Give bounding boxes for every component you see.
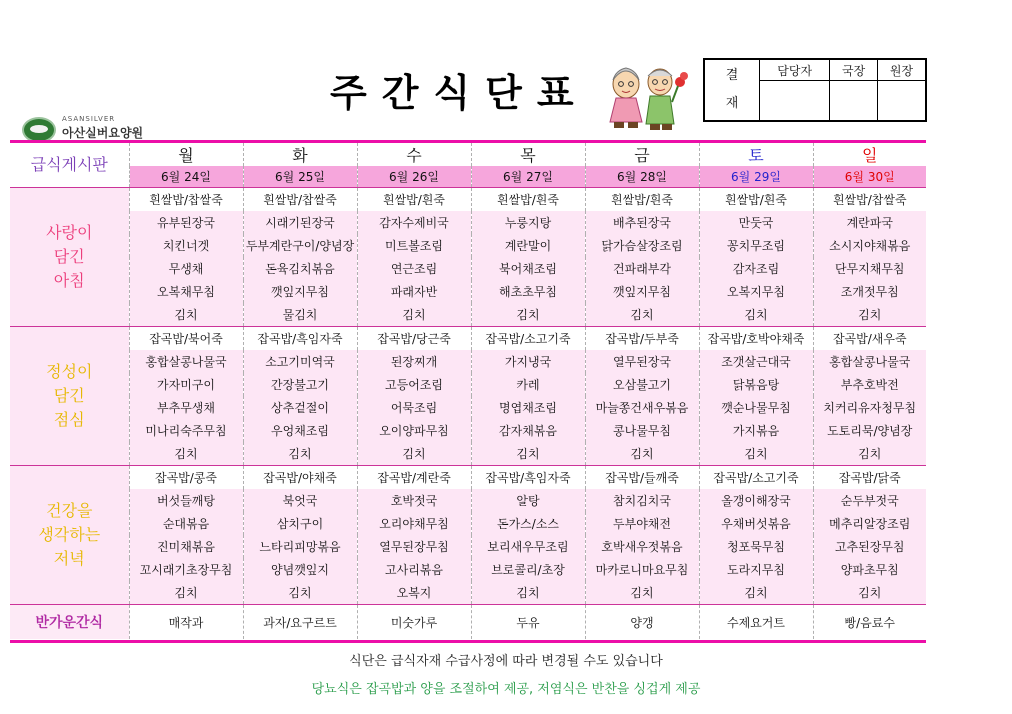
dinner-item: 김치 [585, 581, 699, 605]
dinner-label-line: 생각하는 [38, 525, 101, 544]
date-cell: 6월 25일 [243, 166, 357, 188]
dinner-item: 고추된장무침 [813, 535, 926, 558]
lunch-item: 홍합살콩나물국 [129, 350, 243, 373]
lunch-item: 명엽채조림 [471, 396, 585, 419]
dinner-item: 호박젓국 [357, 489, 471, 512]
lunch-item: 치커리유자청무침 [813, 396, 926, 419]
dinner-item: 버섯들깨탕 [129, 489, 243, 512]
board-label-text: 급식게시판 [30, 155, 108, 174]
lunch-item: 잡곡밥/흑임자죽 [243, 327, 357, 351]
breakfast-item: 깻잎지무침 [585, 280, 699, 303]
dinner-item: 호박새우젓볶음 [585, 535, 699, 558]
dinner-item: 오복지 [357, 581, 471, 605]
dinner-item: 올갱이해장국 [699, 489, 813, 512]
date-cell: 6월 30일 [813, 166, 926, 188]
lunch-item: 가지볶음 [699, 419, 813, 442]
breakfast-item: 파래자반 [357, 280, 471, 303]
lunch-item: 김치 [129, 442, 243, 466]
breakfast-label-line: 아침 [53, 271, 85, 290]
lunch-item: 닭볶음탕 [699, 373, 813, 396]
breakfast-item: 김치 [471, 303, 585, 327]
lunch-item: 잡곡밥/새우죽 [813, 327, 926, 351]
lunch-item: 잡곡밥/호박야채죽 [699, 327, 813, 351]
lunch-item: 김치 [471, 442, 585, 466]
date-cell: 6월 26일 [357, 166, 471, 188]
breakfast-item: 만둣국 [699, 211, 813, 234]
lunch-label [10, 327, 129, 466]
breakfast-item: 시래기된장국 [243, 211, 357, 234]
breakfast-item: 닭가슴살장조림 [585, 234, 699, 257]
lunch-item: 상추겉절이 [243, 396, 357, 419]
dinner-item: 잡곡밥/콩죽 [129, 466, 243, 490]
breakfast-item: 꽁치무조림 [699, 234, 813, 257]
breakfast-item: 두부계란구이/양념장 [243, 234, 357, 257]
dinner-item: 도라지무침 [699, 558, 813, 581]
snack-item: 매작과 [129, 605, 243, 640]
dinner-item: 순대볶음 [129, 512, 243, 535]
snack-label [10, 605, 129, 640]
date-cell: 6월 27일 [471, 166, 585, 188]
date-cell: 6월 24일 [129, 166, 243, 188]
snack-item: 두유 [471, 605, 585, 640]
lunch-item: 우엉채조림 [243, 419, 357, 442]
board-label [10, 143, 129, 188]
dinner-item: 김치 [243, 581, 357, 605]
grandparents-illustration [596, 62, 692, 132]
breakfast-item: 오복지무침 [699, 280, 813, 303]
snack-item: 양갱 [585, 605, 699, 640]
dinner-label-line: 건강을 [46, 501, 93, 520]
breakfast-item: 무생채 [129, 257, 243, 280]
breakfast-item: 김치 [585, 303, 699, 327]
dinner-item: 열무된장무침 [357, 535, 471, 558]
lunch-item: 홍합살콩나물국 [813, 350, 926, 373]
note-diet: 당뇨식은 잡곡밥과 양을 조절하여 제공, 저염식은 반찬을 싱겁게 제공 [311, 682, 701, 697]
breakfast-item: 감자조림 [699, 257, 813, 280]
breakfast-item: 김치 [357, 303, 471, 327]
lunch-item: 오삼불고기 [585, 373, 699, 396]
date-cell: 6월 29일 [699, 166, 813, 188]
approval-header-manager: 담당자 [760, 59, 830, 81]
breakfast-item: 흰쌀밥/흰죽 [699, 188, 813, 212]
lunch-item: 김치 [813, 442, 926, 466]
breakfast-item: 흰쌀밥/흰죽 [585, 188, 699, 212]
lunch-item: 가자미구이 [129, 373, 243, 396]
lunch-item: 잡곡밥/두부죽 [585, 327, 699, 351]
lunch-label-line: 점심 [53, 410, 85, 429]
breakfast-label-line: 담긴 [53, 247, 85, 266]
breakfast-item: 물김치 [243, 303, 357, 327]
lunch-item: 된장찌개 [357, 350, 471, 373]
breakfast-item: 해초초무침 [471, 280, 585, 303]
dinner-item: 잡곡밥/흑임자죽 [471, 466, 585, 490]
breakfast-item: 흰쌀밥/찹쌀죽 [129, 188, 243, 212]
dinner-item: 잡곡밥/소고기죽 [699, 466, 813, 490]
breakfast-item: 흰쌀밥/흰죽 [471, 188, 585, 212]
bottom-rule [10, 640, 926, 643]
breakfast-item: 조개젓무침 [813, 280, 926, 303]
breakfast-item: 치킨너겟 [129, 234, 243, 257]
lunch-item: 잡곡밥/당근죽 [357, 327, 471, 351]
breakfast-item: 오복채무침 [129, 280, 243, 303]
lunch-item: 마늘쫑건새우볶음 [585, 396, 699, 419]
day-header: 금 [585, 143, 699, 166]
dinner-item: 고사리볶음 [357, 558, 471, 581]
day-header: 수 [357, 143, 471, 166]
approval-sign-manager[interactable] [760, 81, 830, 122]
dinner-item: 북엇국 [243, 489, 357, 512]
lunch-item: 잡곡밥/북어죽 [129, 327, 243, 351]
page-title: 주간식단표 [330, 71, 589, 115]
lunch-label-line: 담긴 [53, 386, 85, 405]
dinner-item: 잡곡밥/계란죽 [357, 466, 471, 490]
lunch-item: 감자채볶음 [471, 419, 585, 442]
breakfast-item: 연근조림 [357, 257, 471, 280]
dinner-item: 김치 [699, 581, 813, 605]
lunch-item: 부추무생채 [129, 396, 243, 419]
dinner-label [10, 466, 129, 605]
date-cell: 6월 28일 [585, 166, 699, 188]
lunch-item: 간장불고기 [243, 373, 357, 396]
logo [22, 115, 162, 141]
dinner-label-line: 저녁 [53, 549, 85, 568]
breakfast-item: 계란파국 [813, 211, 926, 234]
breakfast-item: 김치 [129, 303, 243, 327]
dinner-item: 참치김치국 [585, 489, 699, 512]
breakfast-item: 깻잎지무침 [243, 280, 357, 303]
lunch-item: 김치 [585, 442, 699, 466]
dinner-item: 순두부젓국 [813, 489, 926, 512]
snack-item: 빵/음료수 [813, 605, 926, 640]
lunch-item: 가지냉국 [471, 350, 585, 373]
dinner-item: 진미채볶음 [129, 535, 243, 558]
breakfast-item: 배추된장국 [585, 211, 699, 234]
snack-item: 수제요거트 [699, 605, 813, 640]
dinner-item: 알탕 [471, 489, 585, 512]
approval-box [703, 58, 927, 122]
snack-label-text: 반가운간식 [35, 615, 104, 631]
breakfast-item: 단무지채무침 [813, 257, 926, 280]
dinner-item: 보리새우무조림 [471, 535, 585, 558]
snack-item: 미숫가루 [357, 605, 471, 640]
dinner-item: 양파초무침 [813, 558, 926, 581]
dinner-item: 김치 [813, 581, 926, 605]
breakfast-label [10, 188, 129, 327]
breakfast-label-line: 사랑이 [46, 223, 93, 242]
approval-header-head: 원장 [877, 59, 926, 81]
dinner-item: 두부야채전 [585, 512, 699, 535]
breakfast-item: 흰쌀밥/찹쌀죽 [243, 188, 357, 212]
approval-sign-director[interactable] [830, 81, 878, 122]
dinner-item: 꼬시래기초장무침 [129, 558, 243, 581]
breakfast-item: 건파래부각 [585, 257, 699, 280]
day-header: 화 [243, 143, 357, 166]
breakfast-item: 소시지야채볶음 [813, 234, 926, 257]
lunch-item: 미나리숙주무침 [129, 419, 243, 442]
dinner-item: 청포묵무침 [699, 535, 813, 558]
dinner-item: 오리야채무침 [357, 512, 471, 535]
dinner-item: 브로콜리/초장 [471, 558, 585, 581]
dinner-item: 느타리피망볶음 [243, 535, 357, 558]
logo-english: ASANSILVER [62, 115, 116, 123]
lunch-item: 김치 [357, 442, 471, 466]
lunch-item: 열무된장국 [585, 350, 699, 373]
dinner-item: 양념깻잎지 [243, 558, 357, 581]
breakfast-item: 감자수제비국 [357, 211, 471, 234]
breakfast-item: 미트볼조림 [357, 234, 471, 257]
lunch-label-line: 정성이 [46, 362, 93, 381]
lunch-item: 조갯살근대국 [699, 350, 813, 373]
approval-label: 결 재 [704, 59, 760, 121]
breakfast-item: 김치 [699, 303, 813, 327]
approval-sign-head[interactable] [877, 81, 926, 122]
lunch-item: 잡곡밥/소고기죽 [471, 327, 585, 351]
dinner-item: 삼치구이 [243, 512, 357, 535]
lunch-item: 어묵조림 [357, 396, 471, 419]
dinner-item: 잡곡밥/들깨죽 [585, 466, 699, 490]
dinner-item: 김치 [129, 581, 243, 605]
dinner-item: 잡곡밥/닭죽 [813, 466, 926, 490]
dinner-item: 잡곡밥/야채죽 [243, 466, 357, 490]
approval-header-director: 국장 [830, 59, 878, 81]
day-header: 일 [813, 143, 926, 166]
day-header: 월 [129, 143, 243, 166]
lunch-item: 깻순나물무침 [699, 396, 813, 419]
lunch-item: 콩나물무침 [585, 419, 699, 442]
breakfast-item: 유부된장국 [129, 211, 243, 234]
breakfast-item: 김치 [813, 303, 926, 327]
weekly-menu-table [10, 143, 926, 639]
lunch-item: 소고기미역국 [243, 350, 357, 373]
dinner-item: 김치 [471, 581, 585, 605]
dinner-item: 우채버섯볶음 [699, 512, 813, 535]
breakfast-item: 흰쌀밥/흰죽 [357, 188, 471, 212]
lunch-item: 김치 [243, 442, 357, 466]
breakfast-item: 돈육김치볶음 [243, 257, 357, 280]
lunch-item: 오이양파무침 [357, 419, 471, 442]
note-change: 식단은 급식자재 수급사정에 따라 변경될 수도 있습니다 [349, 654, 663, 669]
logo-name: 아산실버요양원 [62, 126, 144, 140]
lunch-item: 고등어조림 [357, 373, 471, 396]
dinner-item: 돈가스/소스 [471, 512, 585, 535]
breakfast-item: 계란말이 [471, 234, 585, 257]
lunch-item: 김치 [699, 442, 813, 466]
lunch-item: 부추호박전 [813, 373, 926, 396]
day-header: 목 [471, 143, 585, 166]
lunch-item: 도토리묵/양념장 [813, 419, 926, 442]
dinner-item: 마카로니마요무침 [585, 558, 699, 581]
breakfast-item: 흰쌀밥/찹쌀죽 [813, 188, 926, 212]
snack-item: 과자/요구르트 [243, 605, 357, 640]
lunch-item: 카레 [471, 373, 585, 396]
day-header: 토 [699, 143, 813, 166]
breakfast-item: 북어채조림 [471, 257, 585, 280]
breakfast-item: 누룽지탕 [471, 211, 585, 234]
dinner-item: 메추리알장조림 [813, 512, 926, 535]
